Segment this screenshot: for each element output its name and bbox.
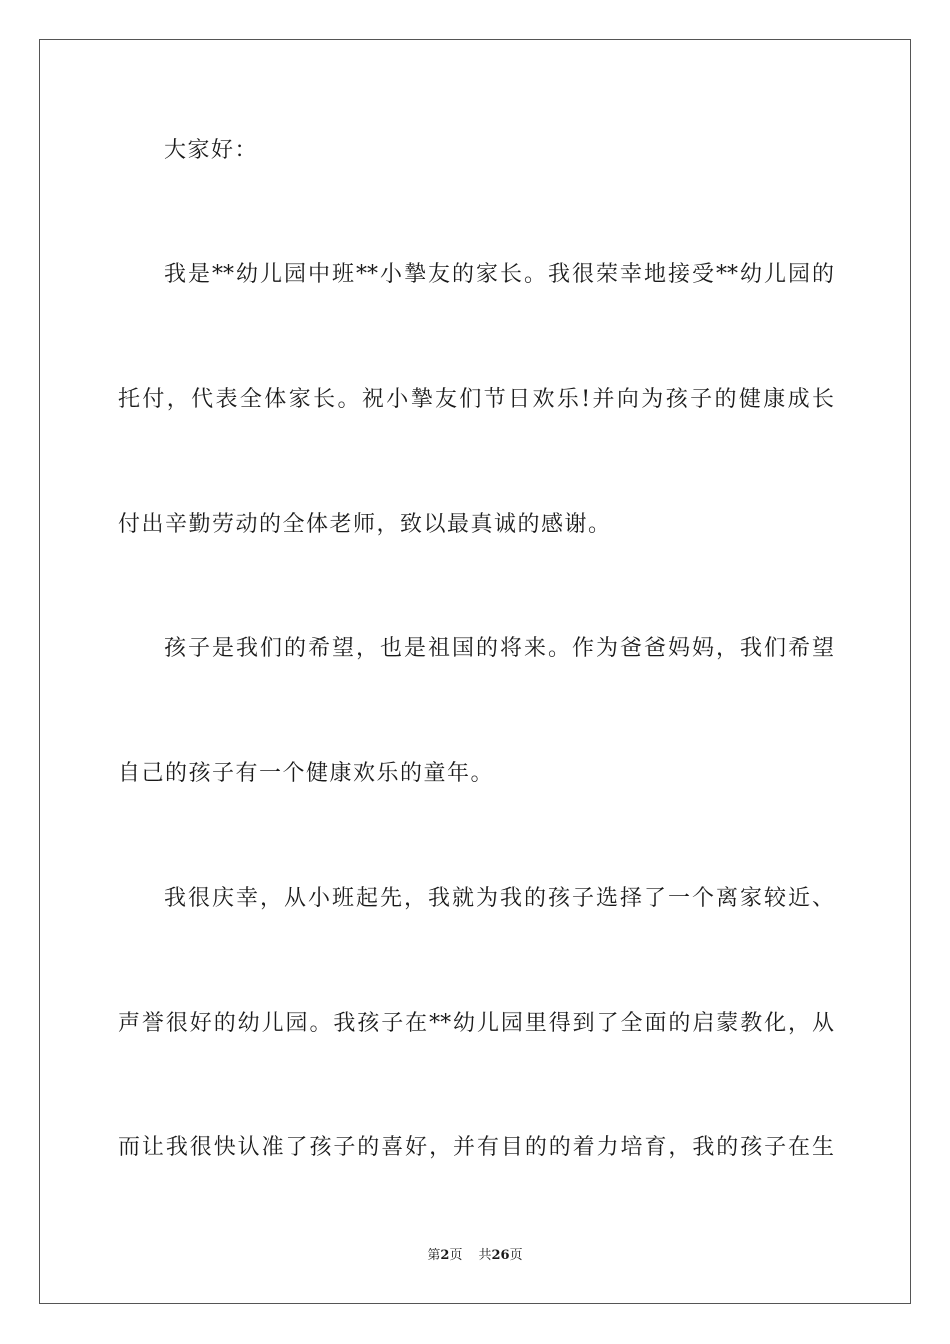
page-suffix: 页 — [449, 1248, 463, 1263]
greeting-line: 大家好： — [164, 138, 259, 163]
total-prefix: 共 — [478, 1248, 492, 1263]
paragraph-3-line-2: 声誉很好的幼儿园。我孩子在**幼儿园里得到了全面的启蒙教化，从 — [118, 1011, 834, 1036]
page-prefix: 第 — [427, 1248, 441, 1263]
paragraph-1-line-2: 托付，代表全体家长。祝小摯友们节日欢乐!并向为孩子的健康成长 — [118, 387, 834, 412]
page-number: 2 — [440, 1248, 450, 1263]
paragraph-1-line-3: 付出辛勤劳动的全体老师，致以最真诚的感谢。 — [118, 512, 612, 537]
paragraph-3-line-3: 而让我很快认准了孩子的喜好，并有目的的着力培育，我的孩子在生 — [118, 1135, 834, 1160]
paragraph-2-line-1: 孩子是我们的希望，也是祖国的将来。作为爸爸妈妈，我们希望 — [164, 636, 834, 661]
total-suffix: 页 — [509, 1248, 523, 1263]
page-border — [39, 39, 911, 1304]
paragraph-1-line-1: 我是**幼儿园中班**小摯友的家长。我很荣幸地接受**幼儿园的 — [164, 262, 834, 287]
page-footer — [0, 1247, 950, 1265]
total-pages: 26 — [491, 1248, 510, 1263]
paragraph-3-line-1: 我很庆幸，从小班起先，我就为我的孩子选择了一个离家较近、 — [164, 886, 834, 911]
paragraph-2-line-2: 自己的孩子有一个健康欢乐的童年。 — [118, 761, 495, 786]
